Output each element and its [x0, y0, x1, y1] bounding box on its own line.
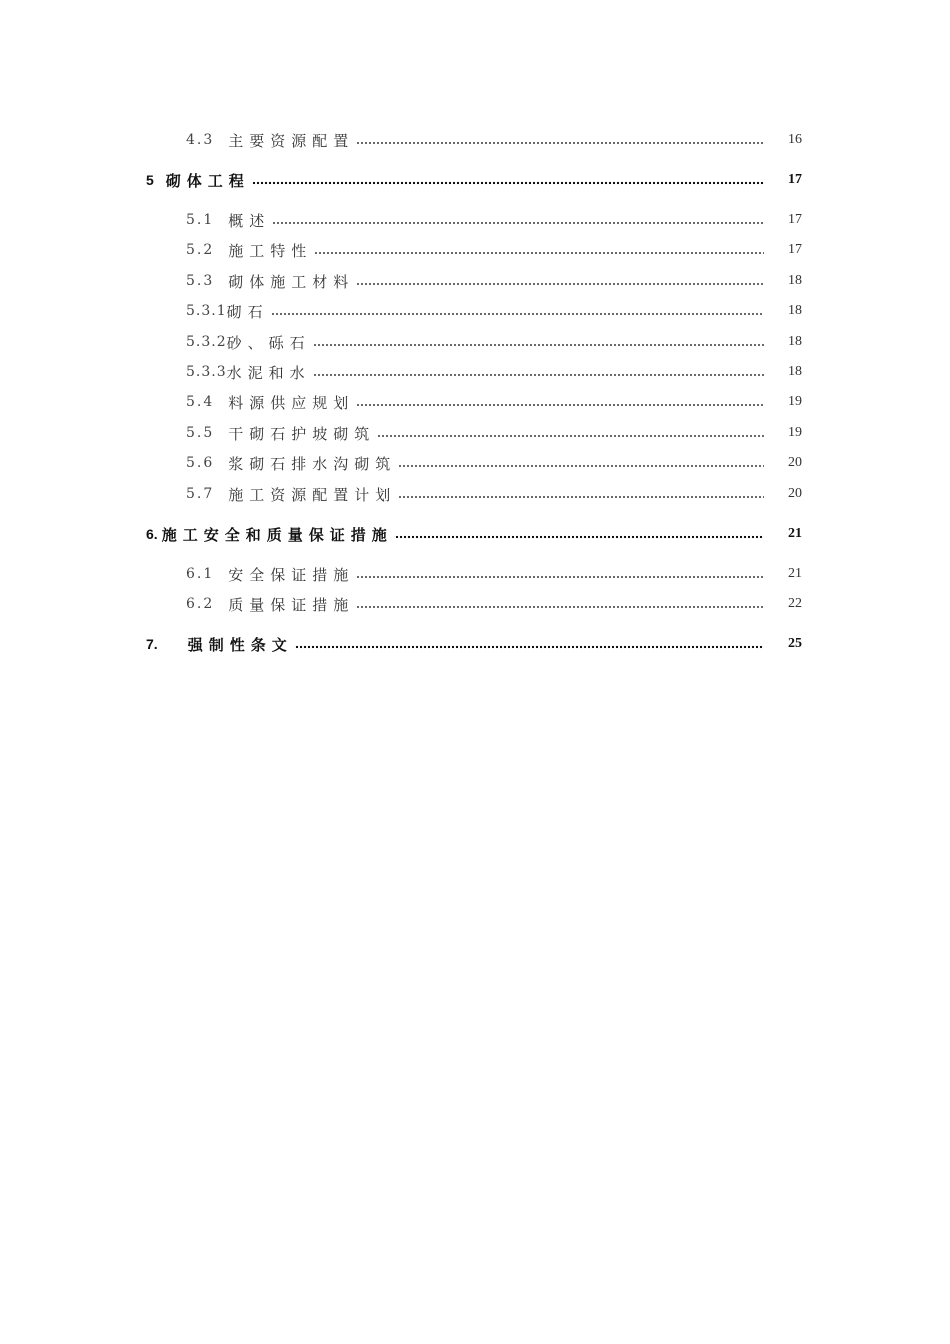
toc-entry-number: 5.7: [186, 486, 215, 502]
toc-entry-title: 砌石: [226, 302, 269, 321]
dot-leader: [356, 269, 764, 293]
dot-leader: [395, 522, 764, 546]
toc-chapter-page: 21: [788, 526, 802, 541]
toc-entry-page: 18: [788, 334, 802, 349]
toc-entry-number: 5.6: [186, 455, 215, 471]
toc-entry-title: 质量保证措施: [228, 595, 355, 614]
toc-entry-title: 主要资源配置: [228, 131, 355, 150]
toc-entry-number: 4.3: [186, 132, 215, 148]
toc-entry-number: 5.4: [186, 394, 215, 410]
toc-entry-number: 6.2: [186, 596, 215, 612]
toc-entry-title: 安全保证措施: [228, 565, 355, 584]
dot-leader: [271, 299, 764, 323]
toc-entry-title: 概述: [228, 211, 271, 230]
toc-entry-5-4[interactable]: [0, 390, 950, 414]
toc-entry-5-7[interactable]: [0, 482, 950, 506]
toc-chapter-title: 施工安全和质量保证措施: [161, 525, 393, 544]
toc-entry-5-5[interactable]: [0, 421, 950, 445]
dot-leader: [314, 238, 764, 262]
toc-entry-number: 5.1: [186, 212, 215, 228]
toc-entry-page: 22: [788, 596, 802, 611]
toc-chapter-page: 17: [788, 172, 802, 187]
toc-entry-title: 水泥和水: [226, 363, 311, 382]
dot-leader: [252, 168, 764, 192]
toc-entry-page: 18: [788, 364, 802, 379]
dot-leader: [356, 390, 764, 414]
toc-entry-title: 砌体施工材料: [228, 272, 355, 291]
toc-chapter-title: 强制性条文: [187, 635, 293, 654]
dot-leader: [313, 360, 764, 384]
toc-entry-page: 19: [788, 425, 802, 440]
toc-chapter-number: 5: [146, 172, 154, 188]
toc-chapter-6[interactable]: [0, 522, 950, 546]
toc-chapter-7[interactable]: [0, 632, 950, 656]
toc-chapter-5[interactable]: [0, 168, 950, 192]
toc-entry-page: 18: [788, 273, 802, 288]
toc-entry-title: 料源供应规划: [228, 393, 355, 412]
toc-entry-5-1[interactable]: [0, 208, 950, 232]
toc-entry-page: 17: [788, 212, 802, 227]
toc-entry-number: 5.5: [186, 425, 215, 441]
toc-entry-5-3-3[interactable]: [0, 360, 950, 384]
dot-leader: [398, 451, 764, 475]
toc-entry-title: 施工资源配置计划: [228, 485, 397, 504]
toc-entry-5-2[interactable]: [0, 238, 950, 262]
toc-entry-number: 5.3.2: [186, 334, 227, 350]
toc-entry-number: 5.3: [186, 273, 215, 289]
toc-entry-page: 21: [788, 566, 802, 581]
dot-leader: [356, 128, 764, 152]
toc-entry-title: 施工特性: [228, 241, 313, 260]
toc-entry-page: 20: [788, 486, 802, 501]
dot-leader: [313, 330, 764, 354]
toc-chapter-page: 25: [788, 636, 802, 651]
toc-entry-number: 5.2: [186, 242, 215, 258]
toc-entry-page: 17: [788, 242, 802, 257]
toc-entry-6-2[interactable]: [0, 592, 950, 616]
toc-entry-4-3[interactable]: [0, 128, 950, 152]
toc-chapter-title: 砌体工程: [165, 171, 250, 190]
toc-entry-5-3-2[interactable]: [0, 330, 950, 354]
toc-entry-5-3-1[interactable]: [0, 299, 950, 323]
toc-entry-page: 18: [788, 303, 802, 318]
dot-leader: [377, 421, 764, 445]
dot-leader: [272, 208, 764, 232]
dot-leader: [295, 632, 764, 656]
toc-entry-number: 5.3.3: [186, 364, 227, 380]
toc-entry-page: 19: [788, 394, 802, 409]
toc-entry-title: 干砌石护坡砌筑: [228, 424, 376, 443]
toc-entry-6-1[interactable]: [0, 562, 950, 586]
dot-leader: [398, 482, 764, 506]
toc-entry-5-6[interactable]: [0, 451, 950, 475]
dot-leader: [356, 562, 764, 586]
toc-entry-number: 6.1: [186, 566, 215, 582]
toc-entry-title: 浆砌石排水沟砌筑: [228, 454, 397, 473]
toc-chapter-number: 6.: [146, 526, 158, 542]
toc-chapter-number: 7.: [146, 636, 158, 652]
toc-entry-5-3[interactable]: [0, 269, 950, 293]
toc-entry-number: 5.3.1: [186, 303, 227, 319]
toc-entry-title: 砂、砾石: [226, 333, 311, 352]
dot-leader: [356, 592, 764, 616]
toc-entry-page: 20: [788, 455, 802, 470]
toc-entry-page: 16: [788, 132, 802, 147]
